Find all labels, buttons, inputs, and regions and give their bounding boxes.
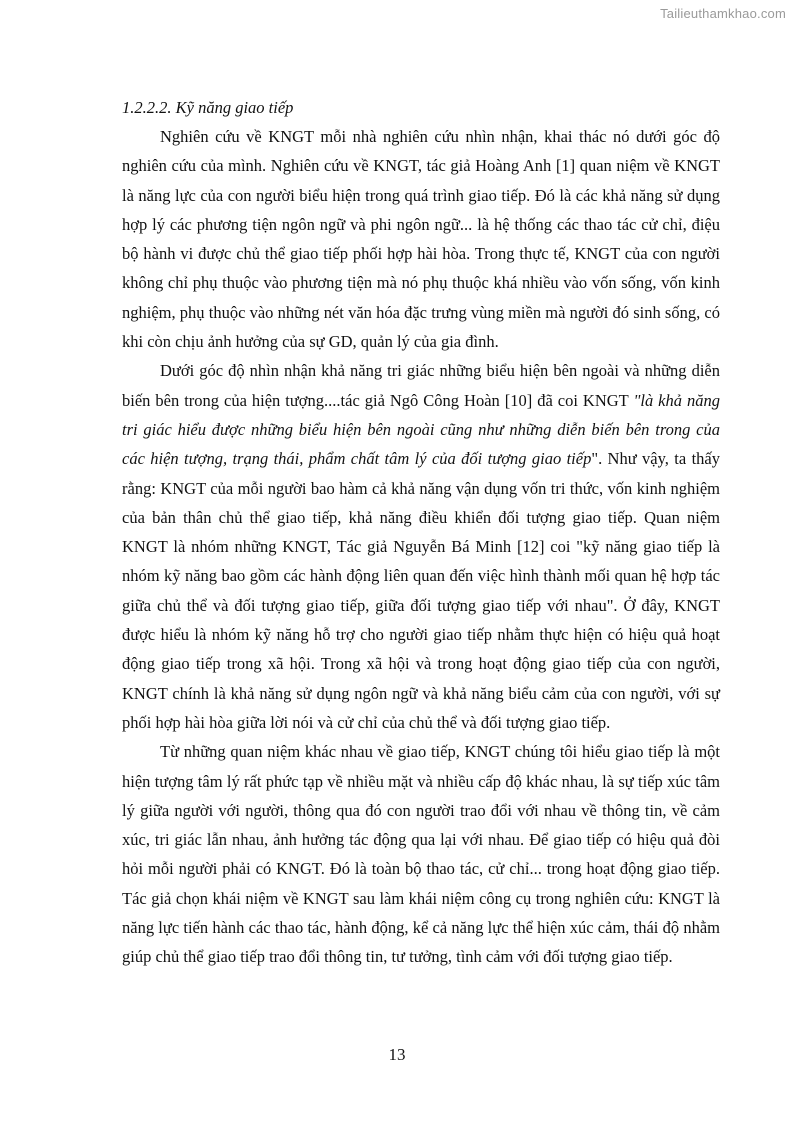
paragraph-1: Nghiên cứu về KNGT mỗi nhà nghiên cứu nhìn nhận, khai thác nó dưới góc độ nghiên cứu của mình. Nghiên cứu về KNGT, tác giả Hoàng Anh [1] quan niệm về KNGT là năng lực của con người biểu hiện trong quá trình giao tiếp. Đó là các khả năng sử dụng hợp lý các phương tiện ngôn ngữ và phi ngôn ngữ... là hệ thống các thao tác cử chỉ, điệu bộ hành vi được chủ thể giao tiếp phối hợp hài hòa. Trong thực tế, KNGT của con người không chỉ phụ thuộc vào phương tiện mà nó phụ thuộc khá nhiều vào vốn sống, vốn kinh nghiệm, phụ thuộc vào những nét văn hóa đặc trưng vùng miền mà người đó sinh sống, có khi còn chịu ảnh hưởng của sự GD, quản lý của gia đình. [122,127,720,352]
paragraph-3: Từ những quan niệm khác nhau về giao tiếp, KNGT chúng tôi hiểu giao tiếp là một hiện tượng tâm lý rất phức tạp về nhiều mặt và nhiều cấp độ khác nhau, là sự tiếp xúc tâm lý giữa người với người, thông qua đó con người trao đổi với nhau về thông tin, về cảm xúc, tri giác lẫn nhau, ảnh hưởng tác động qua lại với nhau. Để giao tiếp có hiệu quả đòi hỏi mỗi người phải có KNGT. Đó là toàn bộ thao tác, cử chỉ... trong hoạt động giao tiếp. Tác giả chọn khái niệm về KNGT sau làm khái niệm công cụ trong nghiên cứu: KNGT là năng lực tiến hành các thao tác, hành động, kể cả năng lực thể hiện xúc cảm, thái độ nhằm giúp chủ thể giao tiếp trao đổi thông tin, tư tưởng, tình cảm với đối tượng giao tiếp. [122,742,720,967]
paragraph-2-intro: Dưới góc độ nhìn nhận khả năng tri giác những biểu hiện bên ngoài và những diễn biến bên trong của hiện tượng....tác giả Ngô Công Hoàn [10] đã coi KNGT [122,361,720,410]
page-content [122,93,720,972]
paragraph-2-quote: "là khả năng tri giác hiểu được những biểu hiện bên ngoài cũng như những diễn biến bên trong của các hiện tượng, trạng thái, phẩm chất tâm lý của đối tượng giao tiếp [122,390,720,469]
paragraph-2-rest: ". Như vậy, ta thấy rằng: KNGT của mỗi người bao hàm cả khả năng vận dụng vốn tri thức, vốn kinh nghiệm của bản thân chủ thể giao tiếp, khả năng điều khiển đối tượng giao tiếp. Quan niệm KNGT là nhóm những KNGT, Tác giả Nguyễn Bá Minh [12] coi "kỹ năng giao tiếp là nhóm kỹ năng bao gồm các hành động liên quan đến việc hình thành mối quan hệ hợp tác giữa chủ thể và đối tượng giao tiếp, giữa đối tượng giao tiếp với nhau". Ở đây, KNGT được hiểu là nhóm kỹ năng hỗ trợ cho người giao tiếp nhằm thực hiện có hiệu quả hoạt động giao tiếp trong xã hội. Trong xã hội và trong hoạt động giao tiếp của con người, KNGT chính là khả năng sử dụng ngôn ngữ và khả năng biểu cảm của con người, với sự phối hợp hài hòa giữa lời nói và cử chỉ của chủ thể và đối tượng giao tiếp. [122,449,720,732]
watermark: Tailieuthamkhao.com [660,6,786,21]
section-heading: 1.2.2.2. Kỹ năng giao tiếp [122,98,294,117]
page-number: 13 [388,1045,406,1064]
paragraph-2 [122,356,720,737]
